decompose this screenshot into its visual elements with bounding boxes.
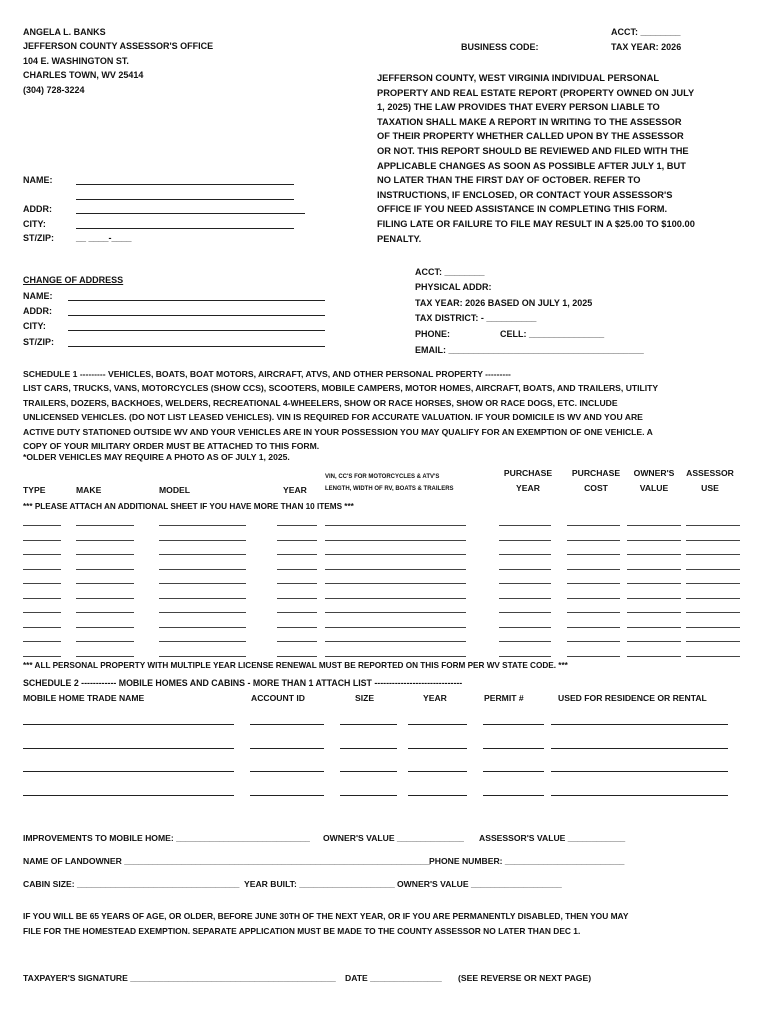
- schedule1-purchase-cost-blank[interactable]: [567, 656, 620, 657]
- schedule1-purchase-year-blank[interactable]: [499, 554, 551, 555]
- schedule1-owners-value-blank[interactable]: [627, 583, 681, 584]
- coa-city-label: CITY:: [23, 321, 46, 331]
- col-purchase-year-2: YEAR: [516, 483, 540, 493]
- schedule1-purchase-year-blank[interactable]: [499, 598, 551, 599]
- schedule1-year-blank[interactable]: [277, 583, 317, 584]
- coa-name-line[interactable]: [68, 300, 325, 301]
- schedule2-trade-name-blank[interactable]: [23, 724, 234, 725]
- physical-addr-label: PHYSICAL ADDR:: [415, 282, 492, 292]
- schedule1-assessor-use-blank[interactable]: [686, 612, 740, 613]
- coa-stzip-line[interactable]: [68, 346, 325, 347]
- coa-stzip-label: ST/ZIP:: [23, 337, 54, 347]
- schedule2-account-id-blank[interactable]: [250, 795, 324, 796]
- cabin-size-field[interactable]: CABIN SIZE: __________________________________: [23, 879, 240, 889]
- coa-city-line[interactable]: [68, 330, 325, 331]
- schedule1-purchase-year-blank[interactable]: [499, 583, 551, 584]
- cabin-owners-value-field[interactable]: OWNER'S VALUE ___________________: [397, 879, 562, 889]
- schedule1-make-blank[interactable]: [76, 598, 134, 599]
- schedule1-model-blank[interactable]: [159, 627, 246, 628]
- taxpayer-city-label: CITY:: [23, 219, 46, 229]
- col-year-s2: YEAR: [423, 693, 447, 703]
- schedule1-purchase-year-blank[interactable]: [499, 656, 551, 657]
- see-reverse-note: (SEE REVERSE OR NEXT PAGE): [458, 973, 592, 983]
- tax-district-field[interactable]: TAX DISTRICT: - __________: [415, 313, 537, 323]
- schedule1-purchase-year-blank[interactable]: [499, 569, 551, 570]
- schedule1-purchase-cost-blank[interactable]: [567, 540, 620, 541]
- col-year: YEAR: [283, 485, 307, 495]
- schedule1-model-blank[interactable]: [159, 612, 246, 613]
- change-of-address-title: CHANGE OF ADDRESS: [23, 275, 124, 285]
- taxpayer-name-line-1[interactable]: [76, 184, 294, 185]
- schedule1-purchase-cost-blank[interactable]: [567, 525, 620, 526]
- schedule1-instructions: LIST CARS, TRUCKS, VANS, MOTORCYCLES (SHOW CCS), SCOOTERS, MOBILE CAMPERS, MOTOR HOMES, AIRCRAFT, BOATS, AND TRAILERS, UTILITY TRAILERS, DOZERS, BACKHOES, WELDERS, RECREATIONAL 4-WHEELERS, SHOW OR RACE HORSES, SHOW OR RACE DOGS, ETC. INCLUDE UNLICENSED VEHICLES. (DO NOT LIST LEASED VEHICLES). VIN IS REQUIRED FOR ACCURATE VALUATION. IF YOUR DOMICILE IS WV AND YOU ARE ACTIVE DUTY STATIONED OUTSIDE WV AND YOUR VEHICLES ARE IN YOUR POSSESSION YOU MAY QUALIFY FOR AN EXEMPTION OF ONE VEHICLE. A COPY OF YOUR MILITARY ORDER MUST BE ATTACHED TO THIS FORM.: [23, 383, 658, 452]
- schedule2-trade-name-blank[interactable]: [23, 771, 234, 772]
- office-street: 104 E. WASHINGTON ST.: [23, 56, 129, 66]
- col-owners-value-2: VALUE: [639, 483, 669, 493]
- assessor-name: ANGELA L. BANKS: [23, 27, 106, 37]
- homestead-notice: IF YOU WILL BE 65 YEARS OF AGE, OR OLDER, BEFORE JUNE 30TH OF THE NEXT YEAR, OR IF YOU ARE PERMANENTLY DISABLED, THEN YOU MAY FILE FOR THE HOMESTEAD EXEMPTION. SEPARATE APPLICATION MUST BE MADE TO THE COUNTY ASSESSOR NO LATER THAN DEC 1.: [23, 911, 629, 936]
- schedule1-purchase-year-blank[interactable]: [499, 627, 551, 628]
- schedule1-photo-note: *OLDER VEHICLES MAY REQUIRE A PHOTO AS OF JULY 1, 2025.: [23, 452, 290, 462]
- schedule1-vin-blank[interactable]: [325, 598, 466, 599]
- col-purchase-year-1: PURCHASE: [503, 468, 553, 478]
- schedule2-permit-blank[interactable]: [483, 748, 544, 749]
- notice-paragraph: JEFFERSON COUNTY, WEST VIRGINIA INDIVIDUAL PERSONAL PROPERTY AND REAL ESTATE REPORT (PROPERTY OWNED ON JULY 1, 2025) THE LAW PROVIDES THAT EVERY PERSON LIABLE TO TAXATION SHALL MAKE A REPORT IN WRITING TO THE ASSESSOR OF THEIR PROPERTY WHETHER CALLED UPON BY THE ASSESSOR OR NOT. THIS REPORT SHOULD BE REVIEWED AND FILED WITH THE APPLICABLE CHANGES AS SOON AS POSSIBLE AFTER JULY 1, BUT NO LATER THAN THE FIRST DAY OF OCTOBER. REFER TO INSTRUCTIONS, IF ENCLOSED, OR CONTACT YOUR ASSESSOR'S OFFICE IF YOU NEED ASSISTANCE IN COMPLETING THIS FORM. FILING LATE OR FAILURE TO FILE MAY RESULT IN A $25.00 TO $100.00 PENALTY.: [377, 73, 695, 244]
- col-purchase-cost-2: COST: [584, 483, 608, 493]
- col-permit: PERMIT #: [484, 693, 524, 703]
- col-vin-line2: LENGTH, WIDTH OF RV, BOATS & TRAILERS: [325, 486, 454, 492]
- schedule1-purchase-cost-blank[interactable]: [567, 627, 620, 628]
- schedule1-purchase-cost-blank[interactable]: [567, 583, 620, 584]
- schedule1-assessor-use-blank[interactable]: [686, 598, 740, 599]
- schedule2-residence-rental-blank[interactable]: [551, 724, 728, 725]
- schedule1-vin-blank[interactable]: [325, 656, 466, 657]
- schedule1-owners-value-blank[interactable]: [627, 569, 681, 570]
- col-assessor-use-2: USE: [701, 483, 719, 493]
- tax-year-basis: TAX YEAR: 2026 BASED ON JULY 1, 2025: [415, 298, 593, 308]
- col-account-id: ACCOUNT ID: [251, 693, 305, 703]
- schedule1-year-blank[interactable]: [277, 525, 317, 526]
- col-residence-rental: USED FOR RESIDENCE OR RENTAL: [558, 693, 707, 703]
- coa-addr-line[interactable]: [68, 315, 325, 316]
- schedule2-year-blank[interactable]: [408, 771, 467, 772]
- schedule1-make-blank[interactable]: [76, 569, 134, 570]
- col-trade-name: MOBILE HOME TRADE NAME: [23, 693, 145, 703]
- schedule1-owners-value-blank[interactable]: [627, 612, 681, 613]
- schedule1-purchase-year-blank[interactable]: [499, 525, 551, 526]
- top-acct-field[interactable]: ACCT: ________: [611, 27, 681, 37]
- schedule1-year-blank[interactable]: [277, 656, 317, 657]
- taxpayer-addr-label: ADDR:: [23, 204, 52, 214]
- office-name: JEFFERSON COUNTY ASSESSOR'S OFFICE: [23, 41, 214, 51]
- schedule2-size-blank[interactable]: [340, 724, 397, 725]
- schedule1-type-blank[interactable]: [23, 627, 61, 628]
- col-type: TYPE: [23, 485, 46, 495]
- schedule1-owners-value-blank[interactable]: [627, 627, 681, 628]
- schedule1-type-blank[interactable]: [23, 525, 61, 526]
- schedule1-year-blank[interactable]: [277, 627, 317, 628]
- schedule1-year-blank[interactable]: [277, 598, 317, 599]
- acct-field[interactable]: ACCT: ________: [415, 267, 485, 277]
- schedule1-vin-blank[interactable]: [325, 612, 466, 613]
- schedule2-title: SCHEDULE 2 ------------ MOBILE HOMES AND CABINS - MORE THAN 1 ATTACH LIST ------------------------------: [23, 678, 463, 688]
- schedule1-year-blank[interactable]: [277, 540, 317, 541]
- schedule2-size-blank[interactable]: [340, 795, 397, 796]
- improvements-assessors-value[interactable]: ASSESSOR'S VALUE ____________: [479, 833, 626, 843]
- schedule1-make-blank[interactable]: [76, 554, 134, 555]
- schedule1-model-blank[interactable]: [159, 554, 246, 555]
- schedule2-trade-name-blank[interactable]: [23, 795, 234, 796]
- office-phone: (304) 728-3224: [23, 85, 85, 95]
- email-field[interactable]: EMAIL: _______________________________________: [415, 345, 644, 355]
- schedule1-owners-value-blank[interactable]: [627, 554, 681, 555]
- schedule1-make-blank[interactable]: [76, 540, 134, 541]
- schedule2-trade-name-blank[interactable]: [23, 748, 234, 749]
- schedule1-make-blank[interactable]: [76, 641, 134, 642]
- col-size: SIZE: [355, 693, 375, 703]
- schedule1-make-blank[interactable]: [76, 583, 134, 584]
- schedule2-size-blank[interactable]: [340, 748, 397, 749]
- landowner-field[interactable]: NAME OF LANDOWNER ________________________________________________________________: [23, 856, 431, 866]
- schedule1-model-blank[interactable]: [159, 641, 246, 642]
- schedule1-make-blank[interactable]: [76, 627, 134, 628]
- schedule1-purchase-year-blank[interactable]: [499, 612, 551, 613]
- col-model: MODEL: [159, 485, 191, 495]
- schedule1-purchase-cost-blank[interactable]: [567, 554, 620, 555]
- taxpayer-stzip-label: ST/ZIP:: [23, 233, 54, 243]
- schedule1-model-blank[interactable]: [159, 656, 246, 657]
- col-make: MAKE: [76, 485, 102, 495]
- schedule1-purchase-cost-blank[interactable]: [567, 569, 620, 570]
- schedule1-title: SCHEDULE 1 --------- VEHICLES, BOATS, BOAT MOTORS, AIRCRAFT, ATVS, AND OTHER PERSONAL PROPERTY ---------: [23, 369, 511, 379]
- cabin-year-built-field[interactable]: YEAR BUILT: ____________________: [244, 879, 395, 889]
- office-city: CHARLES TOWN, WV 25414: [23, 70, 144, 80]
- schedule1-model-blank[interactable]: [159, 569, 246, 570]
- schedule1-assessor-use-blank[interactable]: [686, 583, 740, 584]
- schedule1-assessor-use-blank[interactable]: [686, 627, 740, 628]
- schedule1-assessor-use-blank[interactable]: [686, 569, 740, 570]
- col-vin-line1: VIN, CC'S FOR MOTORCYCLES & ATV'S: [325, 474, 440, 480]
- schedule1-model-blank[interactable]: [159, 598, 246, 599]
- schedule1-owners-value-blank[interactable]: [627, 641, 681, 642]
- schedule1-vin-blank[interactable]: [325, 569, 466, 570]
- schedule1-type-blank[interactable]: [23, 540, 61, 541]
- landowner-phone-field[interactable]: PHONE NUMBER: _________________________: [429, 856, 625, 866]
- taxpayer-addr-line[interactable]: [76, 213, 305, 214]
- schedule1-owners-value-blank[interactable]: [627, 598, 681, 599]
- col-purchase-cost-1: PURCHASE: [571, 468, 621, 478]
- schedule1-purchase-year-blank[interactable]: [499, 540, 551, 541]
- schedule1-vin-blank[interactable]: [325, 641, 466, 642]
- coa-name-label: NAME:: [23, 291, 53, 301]
- schedule2-residence-rental-blank[interactable]: [551, 748, 728, 749]
- schedule1-type-blank[interactable]: [23, 598, 61, 599]
- schedule2-account-id-blank[interactable]: [250, 771, 324, 772]
- taxpayer-name-label: NAME:: [23, 175, 53, 185]
- schedule2-account-id-blank[interactable]: [250, 748, 324, 749]
- schedule1-assessor-use-blank[interactable]: [686, 554, 740, 555]
- signature-date-field[interactable]: DATE _______________: [345, 973, 442, 983]
- taxpayer-stzip-field[interactable]: __ ____-____: [76, 233, 132, 243]
- cell-field[interactable]: CELL: _______________: [500, 329, 605, 339]
- schedule1-year-blank[interactable]: [277, 641, 317, 642]
- schedule1-owners-value-blank[interactable]: [627, 525, 681, 526]
- schedule1-type-blank[interactable]: [23, 656, 61, 657]
- schedule1-owners-value-blank[interactable]: [627, 656, 681, 657]
- schedule1-purchase-cost-blank[interactable]: [567, 598, 620, 599]
- improvements-field[interactable]: IMPROVEMENTS TO MOBILE HOME: ____________________________: [23, 833, 310, 843]
- schedule1-year-blank[interactable]: [277, 569, 317, 570]
- schedule1-type-blank[interactable]: [23, 554, 61, 555]
- schedule1-model-blank[interactable]: [159, 525, 246, 526]
- schedule1-type-blank[interactable]: [23, 583, 61, 584]
- attach-sheet-note: *** PLEASE ATTACH AN ADDITIONAL SHEET IF YOU HAVE MORE THAN 10 ITEMS ***: [23, 502, 354, 511]
- schedule2-account-id-blank[interactable]: [250, 724, 324, 725]
- schedule1-make-blank[interactable]: [76, 612, 134, 613]
- schedule1-vin-blank[interactable]: [325, 583, 466, 584]
- schedule2-permit-blank[interactable]: [483, 771, 544, 772]
- schedule1-purchase-year-blank[interactable]: [499, 641, 551, 642]
- schedule1-vin-blank[interactable]: [325, 525, 466, 526]
- multi-year-note: *** ALL PERSONAL PROPERTY WITH MULTIPLE YEAR LICENSE RENEWAL MUST BE REPORTED ON THIS FORM PER WV STATE CODE. ***: [23, 661, 568, 670]
- schedule1-vin-blank[interactable]: [325, 540, 466, 541]
- business-code-label: BUSINESS CODE:: [461, 42, 539, 52]
- signature-field[interactable]: TAXPAYER'S SIGNATURE ___________________________________________: [23, 973, 336, 983]
- coa-addr-label: ADDR:: [23, 306, 52, 316]
- schedule1-owners-value-blank[interactable]: [627, 540, 681, 541]
- schedule1-purchase-cost-blank[interactable]: [567, 641, 620, 642]
- schedule1-year-blank[interactable]: [277, 554, 317, 555]
- col-owners-value-1: OWNER'S: [633, 468, 675, 478]
- schedule2-size-blank[interactable]: [340, 771, 397, 772]
- schedule1-make-blank[interactable]: [76, 525, 134, 526]
- schedule2-year-blank[interactable]: [408, 748, 467, 749]
- improvements-owners-value[interactable]: OWNER'S VALUE ______________: [323, 833, 464, 843]
- taxpayer-city-line[interactable]: [76, 228, 294, 229]
- col-assessor-use-1: ASSESSOR: [686, 468, 734, 478]
- schedule1-vin-blank[interactable]: [325, 627, 466, 628]
- schedule2-residence-rental-blank[interactable]: [551, 771, 728, 772]
- schedule2-permit-blank[interactable]: [483, 795, 544, 796]
- schedule1-type-blank[interactable]: [23, 569, 61, 570]
- schedule1-year-blank[interactable]: [277, 612, 317, 613]
- schedule1-make-blank[interactable]: [76, 656, 134, 657]
- phone-label: PHONE:: [415, 329, 451, 339]
- schedule1-assessor-use-blank[interactable]: [686, 641, 740, 642]
- schedule1-type-blank[interactable]: [23, 641, 61, 642]
- top-tax-year: TAX YEAR: 2026: [611, 42, 682, 52]
- schedule1-assessor-use-blank[interactable]: [686, 525, 740, 526]
- schedule1-purchase-cost-blank[interactable]: [567, 612, 620, 613]
- schedule1-model-blank[interactable]: [159, 583, 246, 584]
- schedule2-residence-rental-blank[interactable]: [551, 795, 728, 796]
- schedule1-assessor-use-blank[interactable]: [686, 540, 740, 541]
- schedule2-permit-blank[interactable]: [483, 724, 544, 725]
- schedule1-assessor-use-blank[interactable]: [686, 656, 740, 657]
- schedule2-year-blank[interactable]: [408, 724, 467, 725]
- taxpayer-name-line-2[interactable]: [76, 199, 294, 200]
- schedule1-model-blank[interactable]: [159, 540, 246, 541]
- schedule1-type-blank[interactable]: [23, 612, 61, 613]
- schedule2-year-blank[interactable]: [408, 795, 467, 796]
- schedule1-vin-blank[interactable]: [325, 554, 466, 555]
